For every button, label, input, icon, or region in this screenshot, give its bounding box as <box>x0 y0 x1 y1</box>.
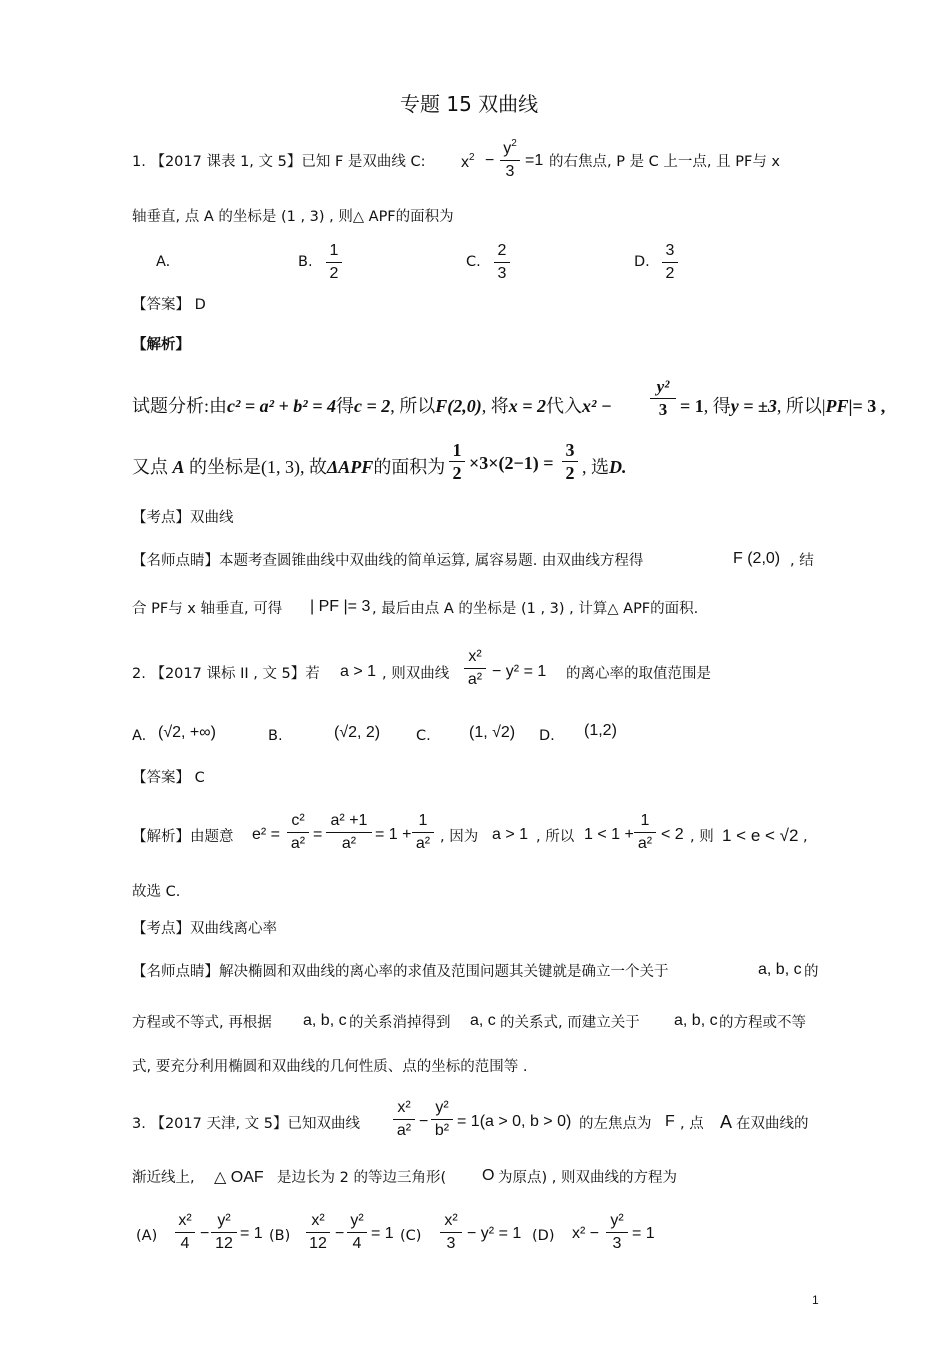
q3-option-b-frac1: x² 12 <box>306 1212 330 1253</box>
q2-stem-part3: 的离心率的取值范围是 <box>566 666 711 682</box>
q2-analysis-condition: a > 1 <box>492 826 529 843</box>
q1-analysis-line1-tail: = 1, 得y = ±3, 所以|PF|= 3 , <box>680 396 886 416</box>
q2-answer: 【答案】 C <box>132 770 205 786</box>
q3-eq-rhs: = 1(a > 0, b > 0) <box>457 1113 572 1130</box>
q3-option-b: (B) <box>269 1228 291 1244</box>
q2-condition: a > 1 <box>340 663 377 680</box>
q3-stem-part2: 的左焦点为 <box>579 1116 652 1132</box>
q1-option-b-fraction: 1 2 <box>326 242 342 283</box>
q1-option-c-fraction: 2 3 <box>494 242 510 283</box>
q2-analysis-eq1: = <box>313 826 323 843</box>
q2-kaodian: 【考点】双曲线离心率 <box>132 921 277 937</box>
q2-eq-rest: − y² = 1 <box>492 663 547 680</box>
q2-option-a-value: (√2, +∞) <box>158 724 216 741</box>
q1-option-c: C. <box>466 254 481 270</box>
q3-origin: O <box>482 1167 495 1184</box>
q3-triangle: △ OAF <box>214 1169 264 1186</box>
page-number: 1 <box>812 1293 819 1307</box>
q1-analysis-fraction-result: 3 2 <box>562 441 578 482</box>
q1-analysis-product: ×3×(2−1) = <box>469 453 554 473</box>
q2-option-b: B. <box>268 728 283 744</box>
q3-option-a-rhs: = 1 <box>240 1225 263 1242</box>
q3-eq-fraction-x: x² a² <box>393 1099 415 1140</box>
q2-option-b-value: (√2, 2) <box>334 724 381 741</box>
q2-analysis-fraction-4: 1 a² <box>634 812 656 853</box>
q3-option-d-pre: x² − <box>572 1225 600 1242</box>
q3-stem-line2: 渐近线上, <box>132 1170 195 1186</box>
q3-eq-fraction-y: y² b² <box>431 1099 453 1140</box>
q2-tip-line2-tail: 的方程或不等 <box>719 1015 806 1031</box>
q2-analysis-so: , 所以 <box>536 829 575 845</box>
q3-option-b-minus: − <box>335 1225 345 1242</box>
q3-eq-minus: − <box>419 1113 429 1130</box>
q1-stem-part2: 的右焦点, P 是 C 上一点, 且 PF与 x <box>549 154 781 170</box>
q1-option-d: D. <box>634 254 650 270</box>
q3-option-a-frac1: x² 4 <box>175 1212 195 1253</box>
q1-analysis-choice: , 选D. <box>582 457 627 477</box>
q1-eq-minus: − <box>485 152 495 169</box>
q2-analysis-label: 【解析】由题意 <box>132 829 234 845</box>
q2-tip-abc-1: a, b, c <box>758 961 802 978</box>
q1-option-a: A. <box>156 254 171 270</box>
q2-tip-line1: 【名师点睛】解决椭圆和双曲线的离心率的求值及范围问题其关键就是确立一个关于 <box>132 964 669 980</box>
q2-option-c-value: (1, √2) <box>469 724 516 741</box>
q3-option-c: (C) <box>400 1228 422 1244</box>
q1-option-b: B. <box>298 254 313 270</box>
q1-analysis-label: 【解析】 <box>132 337 190 353</box>
q2-tip-line2-mid2: 的关系式, 而建立关于 <box>500 1015 640 1031</box>
q1-eq-rhs: =1 <box>525 152 544 169</box>
q2-analysis-result: 1 < e < √2 <box>722 826 799 845</box>
q1-answer: 【答案】 D <box>132 297 206 313</box>
q2-analysis-fraction-1: c² a² <box>287 812 309 853</box>
q2-conclusion: 故选 C. <box>132 884 181 900</box>
q2-option-d: D. <box>539 728 555 744</box>
q2-analysis-comma: , <box>803 829 808 845</box>
q1-eq-fraction: $y^2$ 3 <box>500 135 520 181</box>
q2-tip-line1-tail: 的 <box>804 964 819 980</box>
q3-option-b-frac2: y² 4 <box>347 1212 367 1253</box>
q3-stem-line2-tail: 为原点) , 则双曲线的方程为 <box>498 1170 677 1186</box>
q2-tip-line3: 式, 要充分利用椭圆和双曲线的几何性质、点的坐标的范围等 . <box>132 1059 528 1075</box>
q2-option-a: A. <box>132 728 147 744</box>
q2-eq-fraction: x² a² <box>464 648 486 689</box>
q1-tip-line1: 【名师点睛】本题考查圆锥曲线中双曲线的简单运算, 属容易题. 由双曲线方程得 <box>132 553 644 569</box>
page-title: 专题 15 双曲线 <box>400 92 539 116</box>
q2-tip-ac: a, c <box>470 1012 496 1029</box>
q2-stem-part2: , 则双曲线 <box>382 666 450 682</box>
q2-analysis-then: , 则 <box>690 829 714 845</box>
q1-stem-part1: 1. 【2017 课表 1, 文 5】已知 F 是双曲线 C: <box>132 154 426 170</box>
q1-tip-pf: | PF |= 3 <box>310 598 371 615</box>
q1-analysis-line1: 试题分析:由c² = a² + b² = 4得c = 2, 所以F(2,0), 将x = 2代入x² − <box>132 396 612 416</box>
q2-tip-abc-3: a, b, c <box>674 1012 718 1029</box>
q3-option-c-rest: − y² = 1 <box>467 1225 522 1242</box>
q1-stem-part3: 轴垂直, 点 A 的坐标是 (1 , 3) , 则△ APF的面积为 <box>132 209 454 225</box>
q2-stem-part1: 2. 【2017 课标 II , 文 5】若 <box>132 666 320 682</box>
q3-stem-part4: 在双曲线的 <box>736 1116 809 1132</box>
q2-analysis-fraction-3: 1 a² <box>412 812 434 853</box>
q3-stem-part3: , 点 <box>680 1116 704 1132</box>
q2-tip-line2: 方程或不等式, 再根据 <box>132 1015 272 1031</box>
q2-analysis-eq2: = 1 + <box>375 826 412 843</box>
q2-option-d-value: (1,2) <box>584 722 617 739</box>
q1-tip-line1-tail: , 结 <box>790 553 814 569</box>
q1-tip-line2: 合 PF与 x 轴垂直, 可得 <box>132 601 283 617</box>
q1-kaodian: 【考点】双曲线 <box>132 510 234 526</box>
q1-eq-x2: $x^2$ <box>461 152 475 171</box>
q2-analysis-lt2: < 2 <box>661 826 684 843</box>
q2-analysis-fraction-2: a² +1 a² <box>326 812 372 853</box>
q2-option-c: C. <box>416 728 431 744</box>
q1-option-d-fraction: 3 2 <box>662 242 678 283</box>
q3-option-d-rhs: = 1 <box>632 1225 655 1242</box>
q3-option-a-minus: − <box>200 1225 210 1242</box>
q2-tip-line2-mid: 的关系消掉得到 <box>349 1015 451 1031</box>
q2-tip-abc-2: a, b, c <box>303 1012 347 1029</box>
q3-option-d: (D) <box>532 1228 555 1244</box>
q2-analysis-because: , 因为 <box>440 829 479 845</box>
q3-option-c-frac: x² 3 <box>440 1212 462 1253</box>
q3-option-a-frac2: y² 12 <box>211 1212 237 1253</box>
q2-analysis-e2: e² = <box>252 826 281 843</box>
q3-focus-f: F <box>665 1113 675 1130</box>
q1-tip-focus: F (2,0) <box>733 550 781 567</box>
q1-analysis-fraction-half: 1 2 <box>449 441 465 482</box>
q3-stem-line2-mid: 是边长为 2 的等边三角形( <box>277 1170 447 1186</box>
q3-option-b-rhs: = 1 <box>371 1225 394 1242</box>
q3-option-a: (A) <box>136 1228 158 1244</box>
q1-analysis-fraction: y² 3 <box>650 378 676 419</box>
q1-tip-line2-tail: , 最后由点 A 的坐标是 (1 , 3) , 计算△ APF的面积. <box>372 601 699 617</box>
q2-analysis-ineq: 1 < 1 + <box>584 826 634 843</box>
q1-analysis-line2: 又点 A 的坐标是(1, 3), 故ΔAPF的面积为 <box>132 457 446 477</box>
q3-stem-part1: 3. 【2017 天津, 文 5】已知双曲线 <box>132 1116 361 1132</box>
q3-option-d-frac: y² 3 <box>606 1212 628 1253</box>
q3-point-a: A <box>720 1112 733 1132</box>
